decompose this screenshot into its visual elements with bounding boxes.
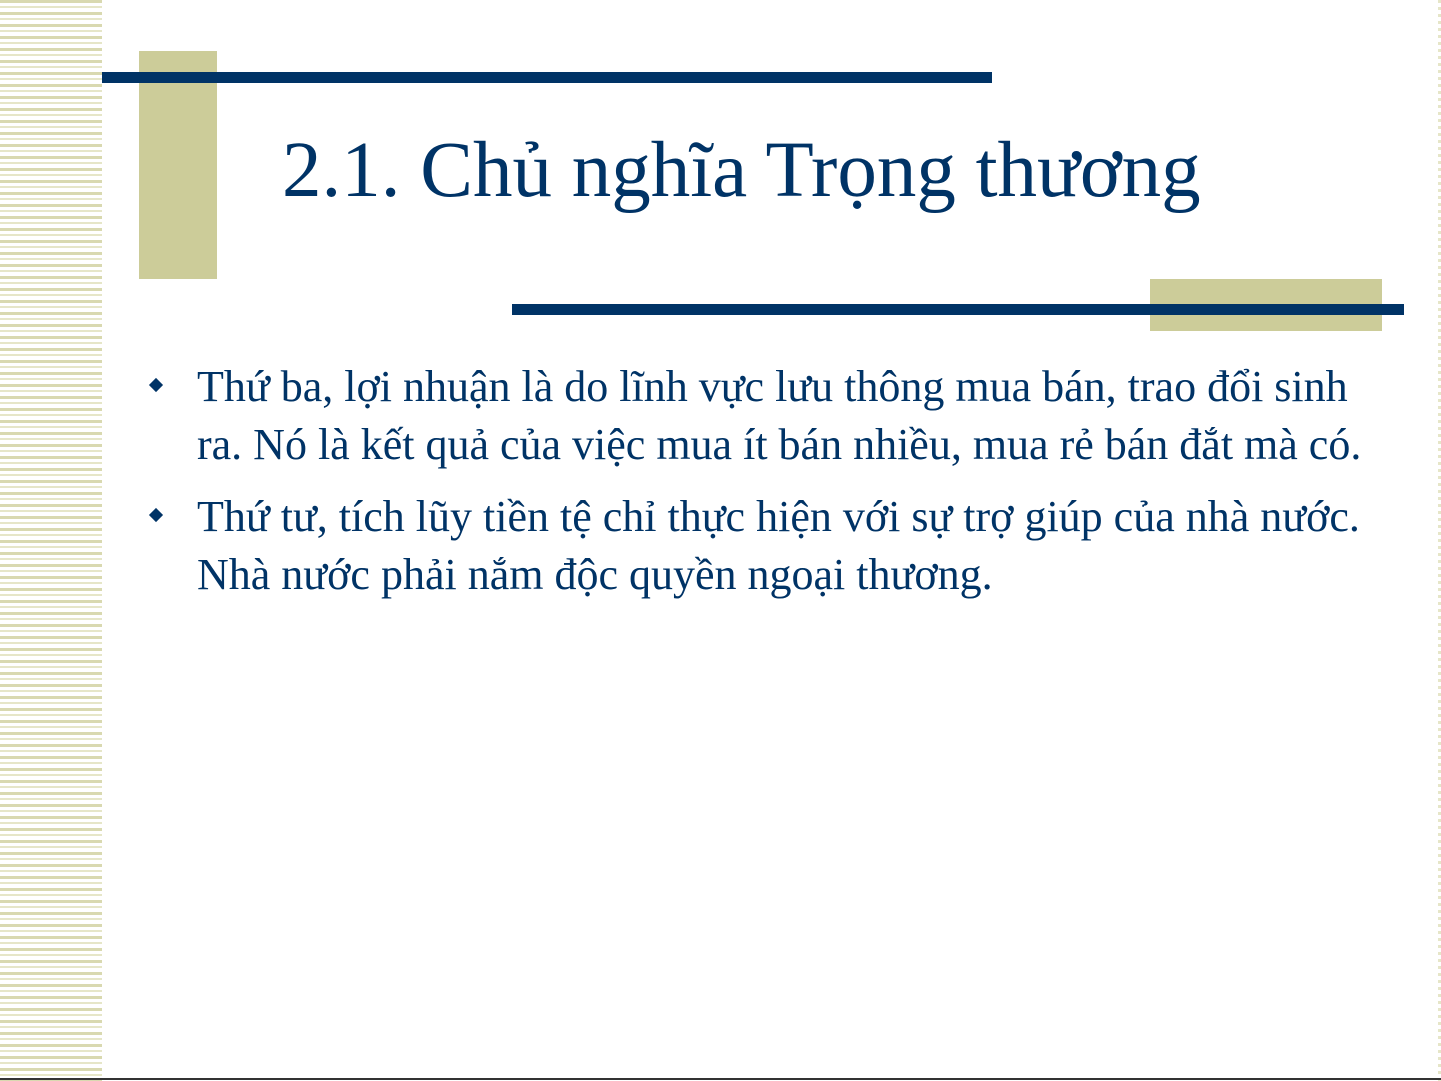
bullet-text: Thứ tư, tích lũy tiền tệ chỉ thực hiện với sự trợ giúp của nhà nước. Nhà nước phải nắm độc quyền ngoại thương. xyxy=(197,492,1360,599)
decorative-stripe-panel xyxy=(0,0,102,1081)
title-bar-bottom xyxy=(512,304,1404,315)
bullet-list xyxy=(140,358,1370,618)
bullet-text: Thứ ba, lợi nhuận là do lĩnh vực lưu thông mua bán, trao đổi sinh ra. Nó là kết quả của việc mua ít bán nhiều, mua rẻ bán đắt mà có. xyxy=(197,362,1362,469)
bottom-rule xyxy=(0,1078,1441,1080)
slide-title: 2.1. Chủ nghĩa Trọng thương xyxy=(282,127,1201,214)
diamond-bullet-icon xyxy=(149,378,163,392)
bullet-item xyxy=(140,488,1370,604)
diamond-bullet-icon xyxy=(149,508,163,522)
accent-block-left xyxy=(139,51,217,279)
title-bar-top xyxy=(102,72,992,83)
bullet-item xyxy=(140,358,1370,474)
